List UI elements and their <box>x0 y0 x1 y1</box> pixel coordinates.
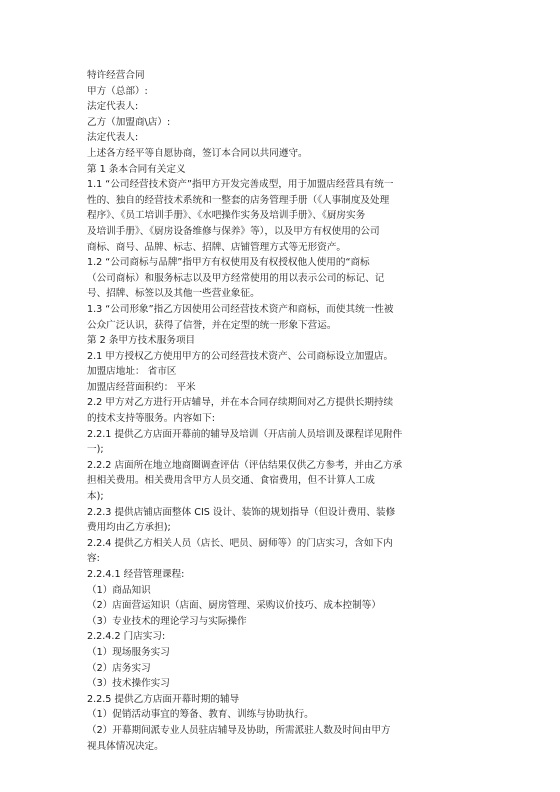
text-line: （3）专业技术的理论学习与实际操作 <box>87 615 247 627</box>
text-line: 的技术支持等服务。内容如下: <box>87 413 215 425</box>
text-line: （2）店面营运知识（店面、厨房管理、采购议价技巧、成本控制等） <box>87 600 381 612</box>
text-line: 2.2.4.2 门店实习: <box>87 631 166 643</box>
document-title: 特许经营合同 <box>87 70 145 81</box>
text-line: 2.1 甲方授权乙方使用甲方的公司经营技术资产、公司商标设立加盟店。 <box>87 350 394 362</box>
text-line: 2.2.1 提供乙方店面开幕前的辅导及培训（开店前人员培训及课程详见附件 <box>87 428 403 440</box>
contract-document <box>87 68 422 754</box>
text-line: 1.3 “公司形象”指乙方因使用公司经营技术资产和商标，而使其统一性被 <box>87 303 394 315</box>
text-line: 第 2 条甲方技术服务项目 <box>87 335 196 347</box>
text-line: 2.2.3 提供店铺店面整体 CIS 设计、装饰的规划指导（但设计费用、装修 <box>87 506 396 518</box>
text-line: 2.2.4.1 经营管理课程: <box>87 569 185 580</box>
text-line: 号、招牌、标签以及其他一些营业象征。 <box>87 288 260 300</box>
text-line: （3）技术操作实习 <box>87 678 170 690</box>
text-line: （1）促销活动事宜的筹备、教育、训练与协助执行。 <box>87 709 314 721</box>
text-line: 2.2.4 提供乙方相关人员（店长、吧员、厨师等）的门店实习，含如下内 <box>87 537 393 549</box>
text-line: 公众广泛认识，获得了信誉，并在定型的统一形象下营运。 <box>87 319 337 331</box>
text-line: 本); <box>87 491 104 503</box>
text-line: 担相关费用。相关费用含甲方人员交通、食宿费用，但不计算人工成 <box>87 475 375 487</box>
text-line: 乙方（加盟商\店）: <box>87 116 171 128</box>
text-line: 2.2 甲方对乙方进行开店辅导，并在本合同存续期间对乙方提供长期持续 <box>87 397 394 409</box>
text-line: 一); <box>87 444 104 456</box>
text-line: 2.2.2 店面所在地立地商圈调查评估（评估结果仅供乙方参考，并由乙方承 <box>87 459 403 471</box>
text-line: 1.2 “公司商标与品牌”指甲方有权使用及有权授权他人使用的“商标 <box>87 257 370 269</box>
text-line: （2）开幕期间派专业人员驻店辅导及协助，所需派驻人数及时间由甲方 <box>87 724 391 736</box>
text-line: 第 1 条本合同有关定义 <box>87 163 186 175</box>
text-line: 容: <box>87 553 100 565</box>
text-line: 上述各方经平等自愿协商，签订本合同以共同遵守。 <box>87 147 308 159</box>
text-line: 程序》、《员工培训手册》、《水吧操作实务及培训手册》、《厨房实务 <box>87 210 366 222</box>
text-line: （2）店务实习 <box>87 662 151 674</box>
text-line: （1）现场服务实习 <box>87 646 170 658</box>
text-line: 法定代表人: <box>87 132 139 144</box>
text-line: 加盟店地址： 省市区 <box>87 366 177 378</box>
text-line: 费用均由乙方承担); <box>87 522 171 534</box>
text-line: 视具体情况决定。 <box>87 740 164 752</box>
text-line: （公司商标）和服务标志以及甲方经常使用的用以表示公司的标记、记 <box>87 272 385 284</box>
text-line: 商标、商号、品牌、标志、招牌、店铺管理方式等无形资产。 <box>87 241 347 253</box>
text-line: 性的、独自的经营技术系统和一整套的店务管理手册（《人事制度及处理 <box>87 194 390 206</box>
text-line: 及培训手册》、《厨房设备维修与保养》等），以及甲方有权使用的公司 <box>87 225 380 237</box>
text-line: 甲方（总部）: <box>87 85 148 97</box>
text-line: （1）商品知识 <box>87 584 151 596</box>
text-line: 加盟店经营面积约： 平米 <box>87 381 196 393</box>
text-line: 1.1 “公司经营技术资产”指甲方开发完善成型，用于加盟店经营具有统一 <box>87 179 394 191</box>
text-line: 2.2.5 提供乙方店面开幕时期的辅导 <box>87 693 240 705</box>
text-line: 法定代表人: <box>87 101 139 113</box>
